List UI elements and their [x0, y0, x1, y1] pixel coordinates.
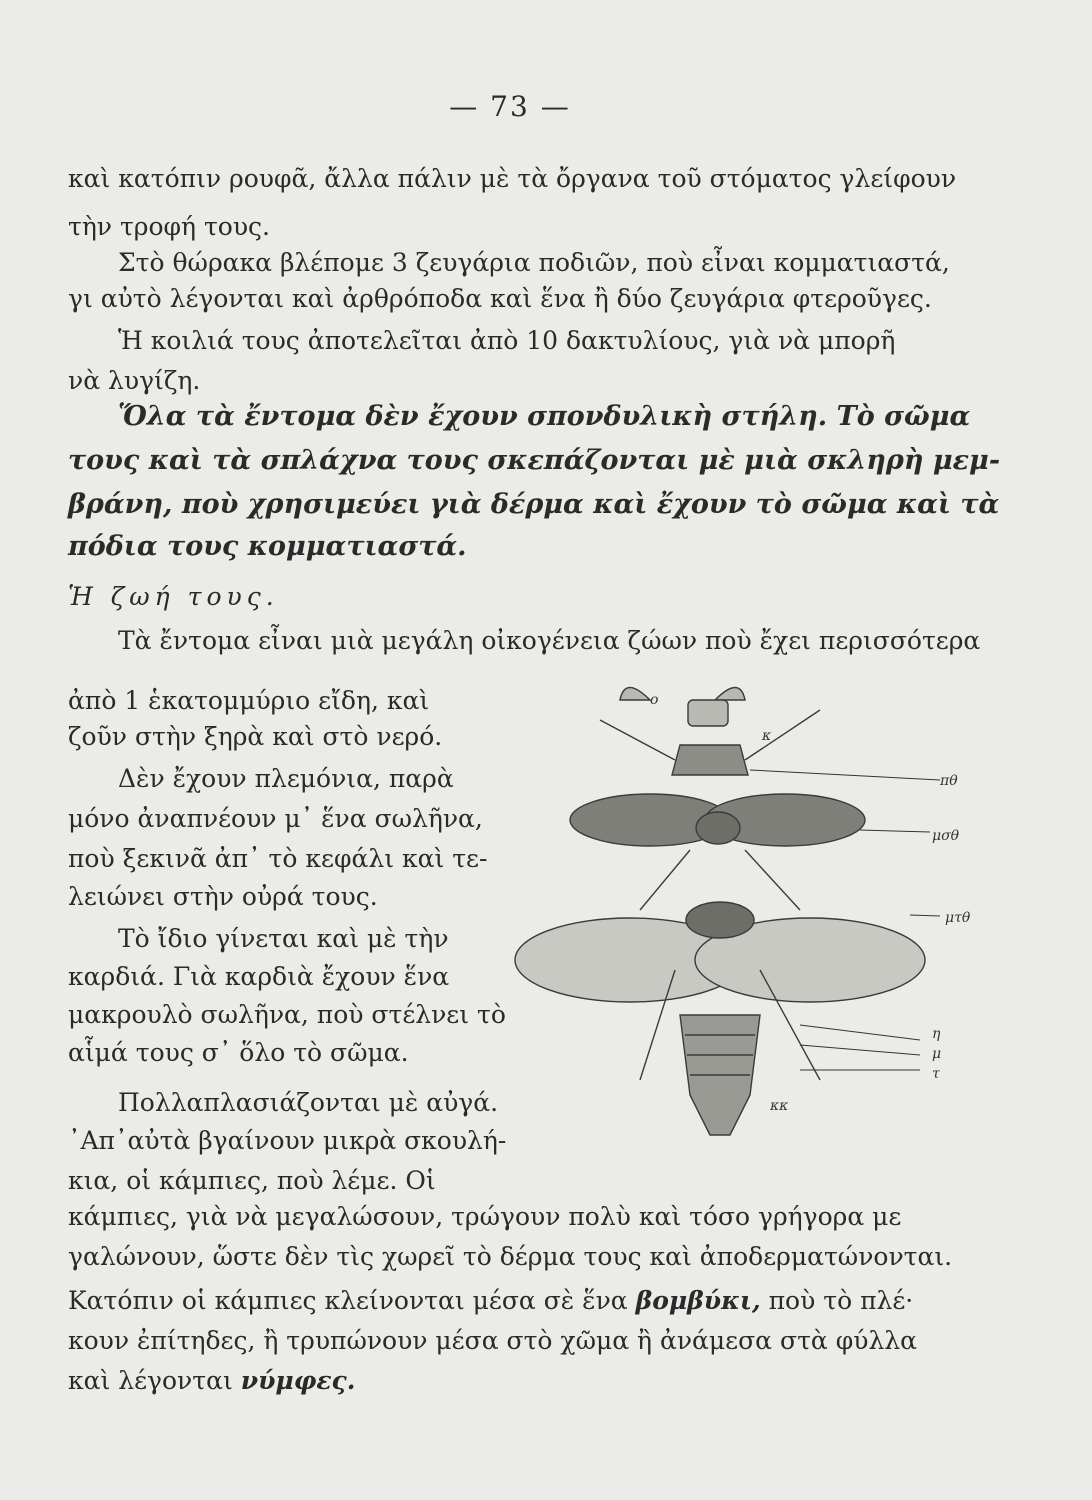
term-bombyki: βομβύκι, — [635, 1286, 761, 1315]
text-line-9: βράνη, ποὺ χρησιμεύει γιὰ δέρμα καὶ ἔχουν τὸ σῶμα καὶ τὰ — [68, 489, 1000, 520]
label-pth: πθ — [940, 773, 958, 789]
text-line-15: Δὲν ἔχουν πλεμόνια, παρὰ — [118, 764, 454, 793]
antenna-right — [715, 688, 745, 701]
text-line-29: κουν ἐπίτηδες, ἢ τρυπώνουν μέσα στὸ χῶμα ἢ ἀνάμεσα στὰ φύλλα — [68, 1326, 918, 1355]
text-line-17: ποὺ ξεκινᾶ ἀπ᾽ τὸ κεφάλι καὶ τε- — [68, 844, 488, 873]
text-line-26: κάμπιες, γιὰ νὰ μεγαλώσουν, τρώγουν πολὺ καὶ τόσο γρήγορα με — [68, 1202, 902, 1231]
text-line-19: Τὸ ἴδιο γίνεται καὶ μὲ τὴν — [118, 924, 449, 953]
text-line-18: λειώνει στὴν οὐρά τους. — [68, 882, 378, 911]
page-number: — 73 — — [449, 90, 571, 123]
mesothorax — [696, 812, 740, 844]
text-line-28-end: ποὺ τὸ πλέ· — [768, 1286, 914, 1315]
text-line-27: γαλώνουν, ὥστε δὲν τὶς χωρεῖ τὸ δέρμα τους καὶ ἀποδερματώνονται. — [68, 1242, 953, 1271]
insect-head — [688, 700, 728, 726]
text-line-12: Τὰ ἔντομα εἶναι μιὰ μεγάλη οἰκογένεια ζώων ποὺ ἔχει περισσότερα — [118, 626, 981, 655]
text-line-8: τους καὶ τὰ σπλάχνα τους σκεπάζονται μὲ μιὰ σκληρὴ μεμ- — [68, 445, 1001, 476]
text-line-30 — [68, 1364, 355, 1398]
text-line-7: Ὅλα τὰ ἔντομα δὲν ἔχουν σπονδυλικὴ στήλη. Τὸ σῶμα — [118, 401, 971, 432]
text-line-25: κια, οἱ κάμπιες, ποὺ λέμε. Οἱ — [68, 1166, 436, 1195]
antenna-left — [620, 688, 650, 701]
text-line-22: αἷμά τους σ᾽ ὅλο τὸ σῶμα. — [68, 1038, 409, 1067]
metathorax — [686, 902, 754, 938]
text-line-10: πόδια τους κομματιαστά. — [68, 531, 467, 562]
label-mu: μ — [932, 1046, 942, 1062]
label-eta: η — [932, 1026, 941, 1042]
prothorax — [672, 745, 748, 775]
text-line-16: μόνο ἀναπνέουν μ᾽ ἕνα σωλῆνα, — [68, 804, 483, 833]
text-line-24: ᾽Απ᾽αὐτὰ βγαίνουν μικρὰ σκουλή- — [68, 1126, 507, 1155]
text-line-28 — [68, 1284, 913, 1318]
text-line-30-start: καὶ λέγονται — [68, 1366, 233, 1395]
text-line-21: μακρουλὸ σωλῆνα, ποὺ στέλνει τὸ — [68, 1000, 506, 1029]
text-line-23: Πολλαπλασιάζονται μὲ αὐγά. — [118, 1088, 499, 1117]
label-kk: κκ — [770, 1098, 789, 1114]
text-line-13: ἀπὸ 1 ἑκατομμύριο εἴδη, καὶ — [68, 686, 430, 715]
text-line-20: καρδιά. Γιὰ καρδιὰ ἔχουν ἕνα — [68, 962, 450, 991]
insect-anatomy-figure — [500, 670, 980, 1140]
label-k: κ — [762, 728, 772, 744]
section-heading: Ἡ ζωή τους. — [68, 582, 279, 611]
text-line-1: καὶ κατόπιν ρουφᾶ, ἄλλα πάλιν μὲ τὰ ὄργανα τοῦ στόματος γλείφουν — [68, 164, 957, 193]
label-tau: τ — [932, 1066, 940, 1082]
label-mtth: μτθ — [945, 910, 971, 926]
text-line-5: Ἡ κοιλιά τους ἀποτελεῖται ἀπὸ 10 δακτυλίους, γιὰ νὰ μπορῆ — [118, 326, 896, 355]
text-line-4: γι αὐτὸ λέγονται καὶ ἀρθρόποδα καὶ ἕνα ἢ δύο ζευγάρια φτεροῦγες. — [68, 284, 932, 313]
label-msth: μσθ — [932, 828, 960, 844]
text-line-2: τὴν τροφή τους. — [68, 212, 270, 241]
label-o: ο — [650, 692, 659, 708]
term-nymfes: νύμφες. — [240, 1366, 356, 1395]
text-line-28-start: Κατόπιν οἱ κάμπιες κλείνονται μέσα σὲ ἕνα — [68, 1286, 628, 1315]
text-line-14: ζοῦν στὴν ξηρὰ καὶ στὸ νερό. — [68, 722, 443, 751]
text-line-3: Στὸ θώρακα βλέπομε 3 ζευγάρια ποδιῶν, ποὺ εἶναι κομματιαστά, — [118, 248, 950, 277]
text-line-6: νὰ λυγίζη. — [68, 366, 201, 395]
